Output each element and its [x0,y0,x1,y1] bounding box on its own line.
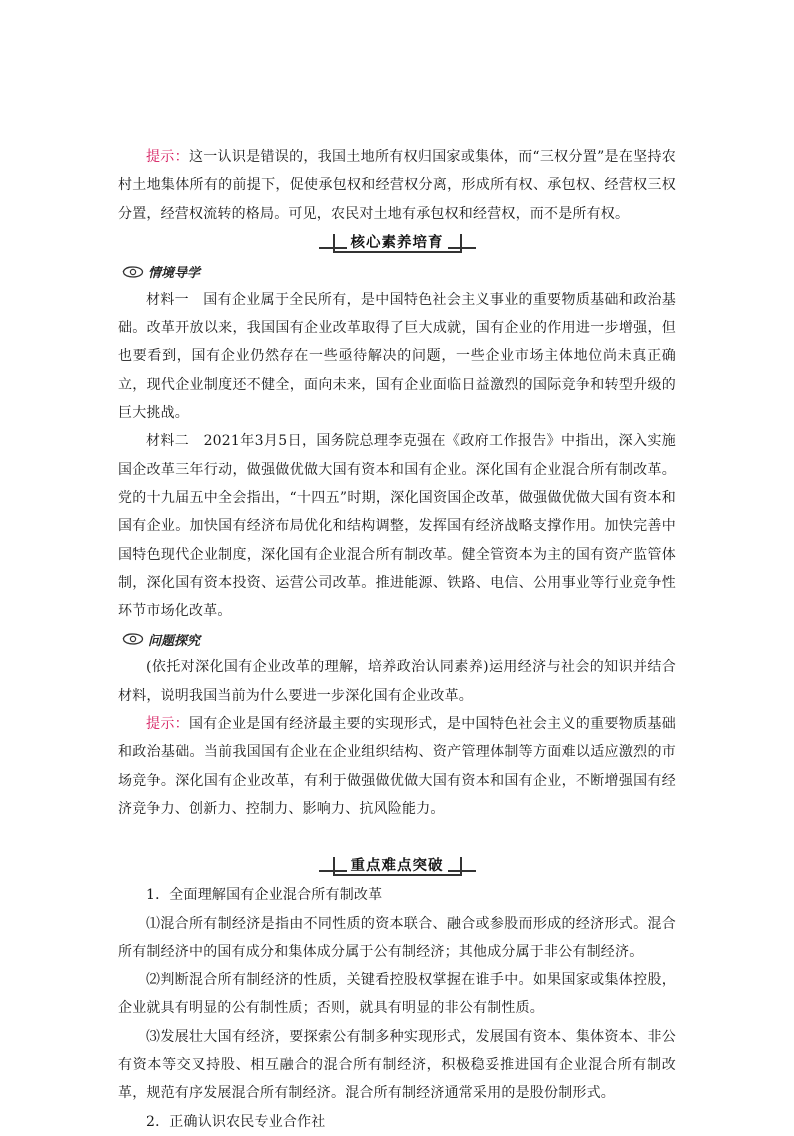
eye-swirl-icon [122,265,144,279]
point-1-c: ⑶发展壮大国有经济，要探索公有制多种实现形式，发展国有资本、集体资本、非公有资本等交叉持股、相互融合的混合所有制经济，积极稳妥推进国有企业混合所有制改革，规范有序发展混合所有制经济。混合所有制经济通常采用的是股份制形式。 [118,1028,676,1102]
eye-swirl-icon [122,632,144,646]
point-1-title: 1．全面理解国有企业混合所有制改革 [146,887,383,904]
hint-label: 提示： [146,716,189,733]
spacer [118,823,676,851]
hint-text: 国有企业是国有经济最主要的实现形式，是中国特色社会主义的重要物质基础和政治基础。当前我国国有企业在企业组织结构、资产管理体制等方面难以适应激烈的市场竞争。深化国有企业改革，有利于做强做优做大国有资本和国有企业，不断增强国有经济竞争力、创新力、控制力、影响力、抗风险能力。 [118,716,676,817]
section-title-text: 重点难点突破 [350,858,444,875]
section-banner-key [118,851,676,881]
section-title [337,855,458,877]
point-1-b: ⑵判断混合所有制经济的性质，关键看控股权掌握在谁手中。如果国家或集体控股，企业就具有明显的公有制性质；否则，就具有明显的非公有制性质。 [118,972,676,1017]
sub-heading-question [118,625,676,653]
section-title-text: 核心素养培育 [350,234,444,251]
document-body [118,143,676,1136]
section-banner-core [118,228,676,258]
question-paragraph: (依托对深化国有企业改革的理解，培养政治认同素养)运用经济与社会的知识并结合材料，说明我国当前为什么要进一步深化国有企业改革。 [118,659,676,704]
sub-title: 情境导学 [148,266,201,282]
section-title [337,232,458,254]
sub-title: 问题探究 [148,633,201,649]
hint-text: 这一认识是错误的，我国土地所有权归国家或集体，而“三权分置”是在坚持农村土地集体所有的前提下，促使承包权和经营权分离，形成所有权、承包权、经营权三权分置，经营权流转的格局。可见，农民对土地有承包权和经营权，而不是所有权。 [118,149,676,222]
hint-label: 提示： [146,149,189,165]
material-2: 材料二 2021年3月5日，国务院总理李克强在《政府工作报告》中指出，深入实施国企改革三年行动，做强做优做大国有资本和国有企业。深化国有企业混合所有制改革。党的十九届五中全会指出，“十四五”时期，深化国资国企改革，做强做优做大国有资本和国有企业。加快国有经济布局优化和结构调整，发挥国有经济战略支撑作用。加快完善中国特色现代企业制度，深化国有企业混合所有制改革。健全管资本为主的国有资产监管体制，深化国有资本投资、运营公司改革。推进能源、铁路、电信、公用事业等行业竞争性环节市场化改革。 [118,433,676,620]
hint-paragraph-1 [118,143,676,228]
point-2-title: 2．正确认识农民专业合作社 [146,1113,326,1130]
banner-underline [333,874,462,876]
banner-underline [333,251,462,253]
sub-heading-situation [118,258,676,286]
hint-paragraph-2 [118,710,676,823]
point-1-a: ⑴混合所有制经济是指由不同性质的资本联合、融合或参股而形成的经济形式。混合所有制经济中的国有成分和集体成分属于公有制经济；其他成分属于非公有制经济。 [118,915,676,960]
material-1: 材料一 国有企业属于全民所有，是中国特色社会主义事业的重要物质基础和政治基础。改革开放以来，我国国有企业改革取得了巨大成就，国有企业的作用进一步增强，但也要看到，国有企业仍然存在一些亟待解决的问题，一些企业市场主体地位尚未真正确立，现代企业制度还不健全，面向未来，国有企业面临日益激烈的国际竞争和转型升级的巨大挑战。 [118,291,676,422]
